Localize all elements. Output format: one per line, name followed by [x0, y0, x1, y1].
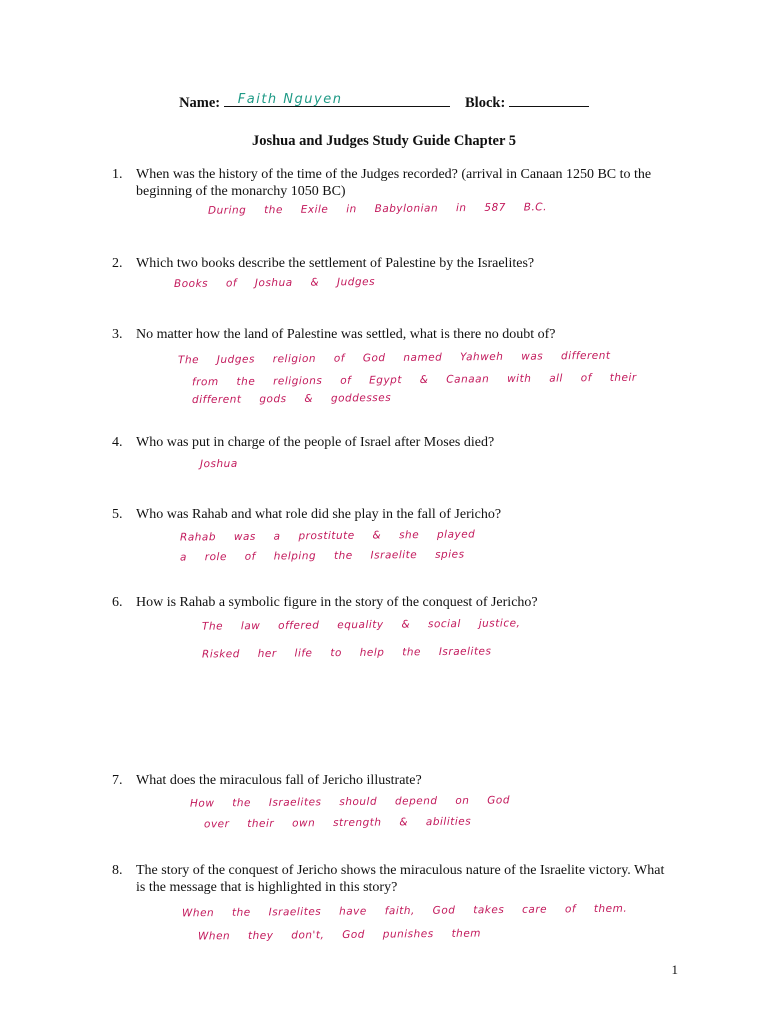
handwritten-name: Faith Nguyen — [237, 92, 343, 107]
question-text: Who was Rahab and what role did she play in the fall of Jericho? — [136, 507, 502, 522]
question-number: 7. — [112, 773, 123, 788]
question-text: Who was put in charge of the people of Israel after Moses died? — [136, 435, 495, 450]
answer-line: from the religions of Egypt & Canaan with all of their — [191, 371, 637, 389]
question-number: 6. — [112, 595, 123, 610]
answer-line: over their own strength & abilities — [203, 815, 472, 831]
name-blank — [224, 92, 450, 107]
page-number: 1 — [671, 962, 678, 977]
question-number: 8. — [112, 863, 123, 878]
answer-line: When the Israelites have faith, God takes care of them. — [181, 902, 628, 920]
answer-line: Books of Joshua & Judges — [173, 275, 376, 291]
answer-line: During the Exile in Babylonian in 587 B.C. — [207, 201, 548, 217]
answer-line: Joshua — [199, 457, 238, 471]
question-text: The story of the conquest of Jericho shows the miraculous nature of the Israelite victory. What is the message that is highlighted in this story? — [136, 863, 665, 895]
question-number: 4. — [112, 435, 123, 450]
answer-line: a role of helping the Israelite spies — [179, 548, 465, 564]
name-label: Name: — [179, 95, 221, 111]
question-number: 1. — [112, 167, 123, 182]
answer-line: Risked her life to help the Israelites — [201, 645, 492, 661]
question-text: No matter how the land of Palestine was settled, what is there no doubt of? — [136, 327, 556, 342]
question-text: Which two books describe the settlement of Palestine by the Israelites? — [136, 256, 535, 271]
question-text: What does the miraculous fall of Jericho illustrate? — [136, 773, 422, 788]
answer-line: How the Israelites should depend on God — [189, 794, 511, 810]
question-text: How is Rahab a symbolic figure in the story of the conquest of Jericho? — [136, 595, 538, 610]
answer-line: The law offered equality & social justice, — [201, 617, 521, 633]
header-line — [0, 92, 768, 112]
answer-line: When they don't, God punishes them — [197, 927, 482, 943]
question-text: When was the history of the time of the Judges recorded? (arrival in Canaan 1250 BC to the beginning of the monarchy 1050 BC) — [136, 167, 652, 199]
question-number: 5. — [112, 507, 123, 522]
answer-line: Rahab was a prostitute & she played — [179, 528, 476, 544]
question-number: 3. — [112, 327, 123, 342]
question-number: 2. — [112, 256, 123, 271]
block-blank — [509, 92, 589, 107]
answer-line: The Judges religion of God named Yahweh was different — [177, 349, 611, 367]
answer-line: different gods & goddesses — [191, 391, 392, 407]
block-label: Block: — [465, 95, 506, 111]
page-title: Joshua and Judges Study Guide Chapter 5 — [251, 133, 517, 149]
